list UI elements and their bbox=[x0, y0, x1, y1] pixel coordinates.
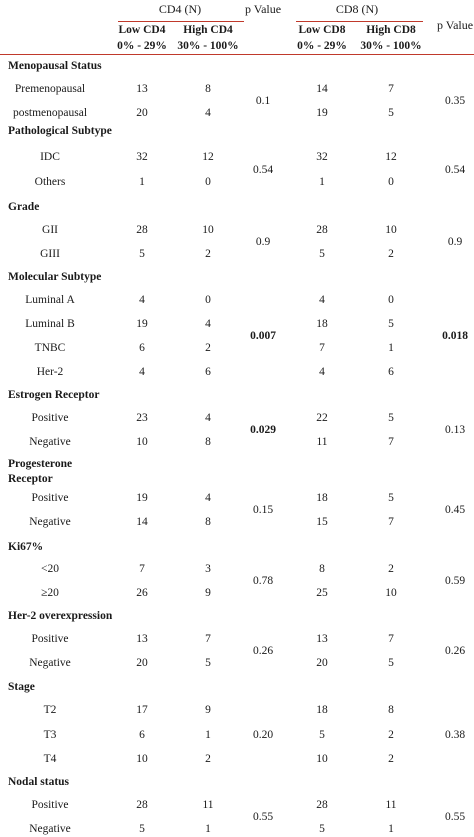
cell-cd4-high: 8 bbox=[205, 516, 211, 528]
cell-cd4-low: 7 bbox=[139, 563, 145, 575]
section-title: Molecular Subtype bbox=[8, 271, 102, 283]
cell-cd8-high: 5 bbox=[388, 657, 394, 669]
header-cd8-low-label: Low CD8 bbox=[298, 24, 346, 36]
cell-cd8-high: 0 bbox=[388, 176, 394, 188]
cell-cd8-low: 5 bbox=[319, 823, 325, 835]
cell-cd4-low: 5 bbox=[139, 248, 145, 260]
cell-cd4-low: 23 bbox=[136, 412, 148, 424]
cell-cd4-low: 19 bbox=[136, 492, 148, 504]
cell-cd4-low: 6 bbox=[139, 342, 145, 354]
cell-cd4-low: 14 bbox=[136, 516, 148, 528]
p-value-cd4: 0.1 bbox=[255, 95, 271, 107]
cell-cd8-high: 1 bbox=[388, 823, 394, 835]
cell-cd8-high: 2 bbox=[388, 729, 394, 741]
cell-cd4-low: 6 bbox=[139, 729, 145, 741]
cell-cd4-low: 10 bbox=[136, 436, 148, 448]
cell-cd4-low: 10 bbox=[136, 753, 148, 765]
row-label: postmenopausal bbox=[12, 107, 88, 119]
cell-cd8-low: 22 bbox=[316, 412, 328, 424]
p-value-cd4: 0.15 bbox=[252, 504, 274, 516]
p-value-cd8: 0.9 bbox=[447, 236, 463, 248]
p-value-cd4: 0.55 bbox=[252, 811, 274, 823]
cell-cd8-high: 2 bbox=[388, 248, 394, 260]
p-value-cd8: 0.38 bbox=[444, 729, 466, 741]
p-value-cd8: 0.55 bbox=[444, 811, 466, 823]
cell-cd4-high: 9 bbox=[205, 587, 211, 599]
cell-cd8-low: 18 bbox=[316, 704, 328, 716]
cell-cd8-high: 10 bbox=[385, 587, 397, 599]
p-value-cd4: 0.54 bbox=[252, 164, 274, 176]
header-cd4-high-label: High CD4 bbox=[183, 24, 233, 36]
cell-cd4-high: 6 bbox=[205, 366, 211, 378]
cell-cd8-high: 2 bbox=[388, 563, 394, 575]
cell-cd8-high: 7 bbox=[388, 436, 394, 448]
section-title: Grade bbox=[8, 201, 40, 213]
cell-cd4-low: 13 bbox=[136, 633, 148, 645]
cell-cd4-high: 3 bbox=[205, 563, 211, 575]
cell-cd4-high: 11 bbox=[202, 799, 214, 811]
cell-cd4-low: 4 bbox=[139, 366, 145, 378]
cell-cd4-high: 8 bbox=[205, 83, 211, 95]
header-cd8-high-label: High CD8 bbox=[366, 24, 416, 36]
p-value-cd8: 0.54 bbox=[444, 164, 466, 176]
cell-cd4-low: 32 bbox=[136, 151, 148, 163]
cell-cd8-low: 19 bbox=[316, 107, 328, 119]
cell-cd8-low: 13 bbox=[316, 633, 328, 645]
row-label: Positive bbox=[31, 633, 69, 645]
p-value-cd4: 0.26 bbox=[252, 645, 274, 657]
cell-cd8-low: 32 bbox=[316, 151, 328, 163]
p-value-cd4: 0.029 bbox=[250, 424, 276, 436]
section-title: Her-2 overexpression bbox=[8, 610, 113, 622]
cell-cd8-high: 7 bbox=[388, 516, 394, 528]
cell-cd8-low: 28 bbox=[316, 799, 328, 811]
header-p-value-cd4: p Value bbox=[244, 2, 282, 16]
p-value-cd8: 0.26 bbox=[444, 645, 466, 657]
p-value-cd4: 0.78 bbox=[252, 575, 274, 587]
cell-cd8-low: 4 bbox=[319, 366, 325, 378]
row-label: Positive bbox=[31, 412, 69, 424]
cell-cd8-low: 15 bbox=[316, 516, 328, 528]
cell-cd4-low: 28 bbox=[136, 799, 148, 811]
cell-cd8-high: 11 bbox=[385, 799, 397, 811]
header-cd4-group: CD4 (N) bbox=[158, 2, 202, 16]
row-label: Positive bbox=[31, 492, 69, 504]
cell-cd4-low: 13 bbox=[136, 83, 148, 95]
cell-cd4-high: 4 bbox=[205, 107, 211, 119]
section-title: Progesterone bbox=[8, 458, 73, 470]
cell-cd8-low: 5 bbox=[319, 248, 325, 260]
header-cd4-high-range: 30% - 100% bbox=[177, 40, 239, 52]
cell-cd4-high: 4 bbox=[205, 412, 211, 424]
cell-cd8-low: 8 bbox=[319, 563, 325, 575]
section-title: Pathological Subtype bbox=[8, 125, 112, 137]
cell-cd4-high: 12 bbox=[202, 151, 214, 163]
row-label: Negative bbox=[29, 657, 71, 669]
row-label: Negative bbox=[29, 436, 71, 448]
cell-cd4-low: 5 bbox=[139, 823, 145, 835]
row-label: IDC bbox=[40, 151, 60, 163]
cell-cd4-high: 9 bbox=[205, 704, 211, 716]
row-label: Others bbox=[34, 176, 66, 188]
cell-cd8-high: 8 bbox=[388, 704, 394, 716]
cell-cd8-low: 4 bbox=[319, 294, 325, 306]
header-bottom-rule bbox=[0, 54, 474, 55]
cell-cd4-low: 20 bbox=[136, 657, 148, 669]
p-value-cd4: 0.20 bbox=[252, 729, 274, 741]
row-label: Positive bbox=[31, 799, 69, 811]
row-label: Negative bbox=[29, 823, 71, 835]
cell-cd8-high: 5 bbox=[388, 318, 394, 330]
cell-cd8-high: 5 bbox=[388, 412, 394, 424]
p-value-cd8: 0.59 bbox=[444, 575, 466, 587]
cell-cd8-low: 10 bbox=[316, 753, 328, 765]
section-title: Stage bbox=[8, 681, 35, 693]
row-label: GIII bbox=[40, 248, 60, 260]
cell-cd4-high: 4 bbox=[205, 318, 211, 330]
row-label: Premenopausal bbox=[14, 83, 86, 95]
cell-cd8-high: 2 bbox=[388, 753, 394, 765]
row-label: T4 bbox=[43, 753, 57, 765]
section-title: Receptor bbox=[8, 473, 53, 485]
cell-cd8-high: 6 bbox=[388, 366, 394, 378]
row-label: Her-2 bbox=[36, 366, 64, 378]
header-cd4-low-range: 0% - 29% bbox=[117, 40, 167, 52]
cell-cd4-high: 5 bbox=[205, 657, 211, 669]
section-title: Ki67% bbox=[8, 541, 44, 553]
cell-cd4-high: 1 bbox=[205, 729, 211, 741]
cell-cd4-high: 4 bbox=[205, 492, 211, 504]
cell-cd8-high: 0 bbox=[388, 294, 394, 306]
section-title: Nodal status bbox=[8, 776, 70, 788]
section-title: Menopausal Status bbox=[8, 60, 102, 72]
cell-cd8-low: 1 bbox=[319, 176, 325, 188]
cell-cd4-low: 20 bbox=[136, 107, 148, 119]
cell-cd8-high: 5 bbox=[388, 492, 394, 504]
header-cd8-high-range: 30% - 100% bbox=[360, 40, 422, 52]
cell-cd4-low: 26 bbox=[136, 587, 148, 599]
p-value-cd8: 0.45 bbox=[444, 504, 466, 516]
cell-cd8-low: 5 bbox=[319, 729, 325, 741]
cell-cd4-high: 1 bbox=[205, 823, 211, 835]
header-rule-cd8 bbox=[296, 21, 423, 22]
cell-cd8-low: 25 bbox=[316, 587, 328, 599]
cell-cd4-low: 28 bbox=[136, 224, 148, 236]
cell-cd8-high: 10 bbox=[385, 224, 397, 236]
p-value-cd4: 0.9 bbox=[255, 236, 271, 248]
cell-cd4-low: 19 bbox=[136, 318, 148, 330]
row-label: Luminal A bbox=[25, 294, 75, 306]
row-label: <20 bbox=[41, 563, 59, 575]
p-value-cd4: 0.007 bbox=[250, 330, 276, 342]
row-label: T3 bbox=[43, 729, 57, 741]
cell-cd4-high: 2 bbox=[205, 753, 211, 765]
cell-cd8-high: 5 bbox=[388, 107, 394, 119]
section-title: Estrogen Receptor bbox=[8, 389, 100, 401]
cell-cd8-high: 7 bbox=[388, 633, 394, 645]
cell-cd4-high: 0 bbox=[205, 176, 211, 188]
cell-cd8-low: 18 bbox=[316, 492, 328, 504]
cell-cd4-high: 0 bbox=[205, 294, 211, 306]
cell-cd8-low: 7 bbox=[319, 342, 325, 354]
cell-cd8-low: 11 bbox=[316, 436, 328, 448]
row-label: TNBC bbox=[34, 342, 66, 354]
cell-cd8-high: 12 bbox=[385, 151, 397, 163]
cell-cd4-low: 4 bbox=[139, 294, 145, 306]
cell-cd8-low: 14 bbox=[316, 83, 328, 95]
header-cd4-low-label: Low CD4 bbox=[118, 24, 166, 36]
cell-cd4-low: 17 bbox=[136, 704, 148, 716]
cell-cd4-high: 2 bbox=[205, 248, 211, 260]
cell-cd4-high: 7 bbox=[205, 633, 211, 645]
cell-cd8-low: 28 bbox=[316, 224, 328, 236]
cell-cd4-low: 1 bbox=[139, 176, 145, 188]
header-p-value-cd8: p Value bbox=[436, 18, 474, 32]
p-value-cd8: 0.13 bbox=[444, 424, 466, 436]
row-label: T2 bbox=[43, 704, 57, 716]
cell-cd8-high: 1 bbox=[388, 342, 394, 354]
cell-cd8-low: 18 bbox=[316, 318, 328, 330]
row-label: ≥20 bbox=[41, 587, 59, 599]
header-rule-cd4 bbox=[118, 21, 244, 22]
row-label: Negative bbox=[29, 516, 71, 528]
header-cd8-low-range: 0% - 29% bbox=[297, 40, 347, 52]
cell-cd8-low: 20 bbox=[316, 657, 328, 669]
header-cd8-group: CD8 (N) bbox=[335, 2, 379, 16]
row-label: Luminal B bbox=[25, 318, 75, 330]
cell-cd8-high: 7 bbox=[388, 83, 394, 95]
p-value-cd8: 0.018 bbox=[442, 330, 468, 342]
cell-cd4-high: 8 bbox=[205, 436, 211, 448]
p-value-cd8: 0.35 bbox=[444, 95, 466, 107]
cell-cd4-high: 2 bbox=[205, 342, 211, 354]
row-label: GII bbox=[42, 224, 58, 236]
cell-cd4-high: 10 bbox=[202, 224, 214, 236]
